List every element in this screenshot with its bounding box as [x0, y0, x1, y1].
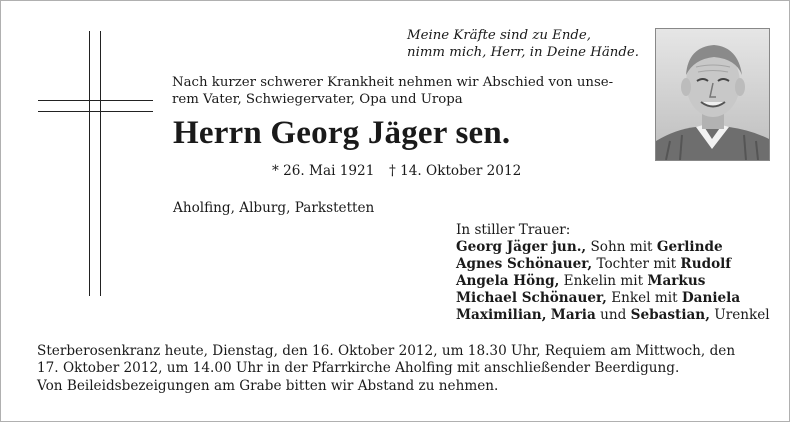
places: Aholfing, Alburg, Parkstetten	[173, 200, 375, 216]
birth-date: * 26. Mai 1921	[272, 163, 375, 179]
quote-line-1: Meine Kräfte sind zu Ende,	[407, 28, 592, 43]
mourner-row: Agnes Schönauer, Tochter mit Rudolf	[456, 256, 732, 272]
death-date: † 14. Oktober 2012	[389, 163, 522, 179]
intro-line-2: rem Vater, Schwiegervater, Opa und Uropa	[172, 92, 463, 107]
mourner-row: Maximilian, Maria und Sebastian, Urenkel	[456, 307, 770, 323]
mourner-row: Georg Jäger jun., Sohn mit Gerlinde	[456, 239, 723, 255]
quote-line-2: nimm mich, Herr, in Deine Hände.	[407, 45, 639, 60]
footer-line-1: Sterberosenkranz heute, Dienstag, den 16. Oktober 2012, um 18.30 Uhr, Requiem am Mittwoch, den	[37, 343, 736, 359]
footer-line-2: 17. Oktober 2012, um 14.00 Uhr in der Pfarrkirche Aholfing mit anschließender Beerdigung.	[37, 360, 680, 376]
mourning-heading: In stiller Trauer:	[456, 222, 571, 238]
deceased-name: Herrn Georg Jäger sen.	[173, 115, 511, 151]
intro-line-1: Nach kurzer schwerer Krankheit nehmen wir Abschied von unse-	[172, 75, 614, 90]
portrait-photo	[655, 28, 770, 161]
footer-line-3: Von Beileidsbezeigungen am Grabe bitten wir Abstand zu nehmen.	[37, 378, 499, 394]
mourner-row: Michael Schönauer, Enkel mit Daniela	[456, 290, 741, 306]
mourner-row: Angela Höng, Enkelin mit Markus	[456, 273, 706, 289]
